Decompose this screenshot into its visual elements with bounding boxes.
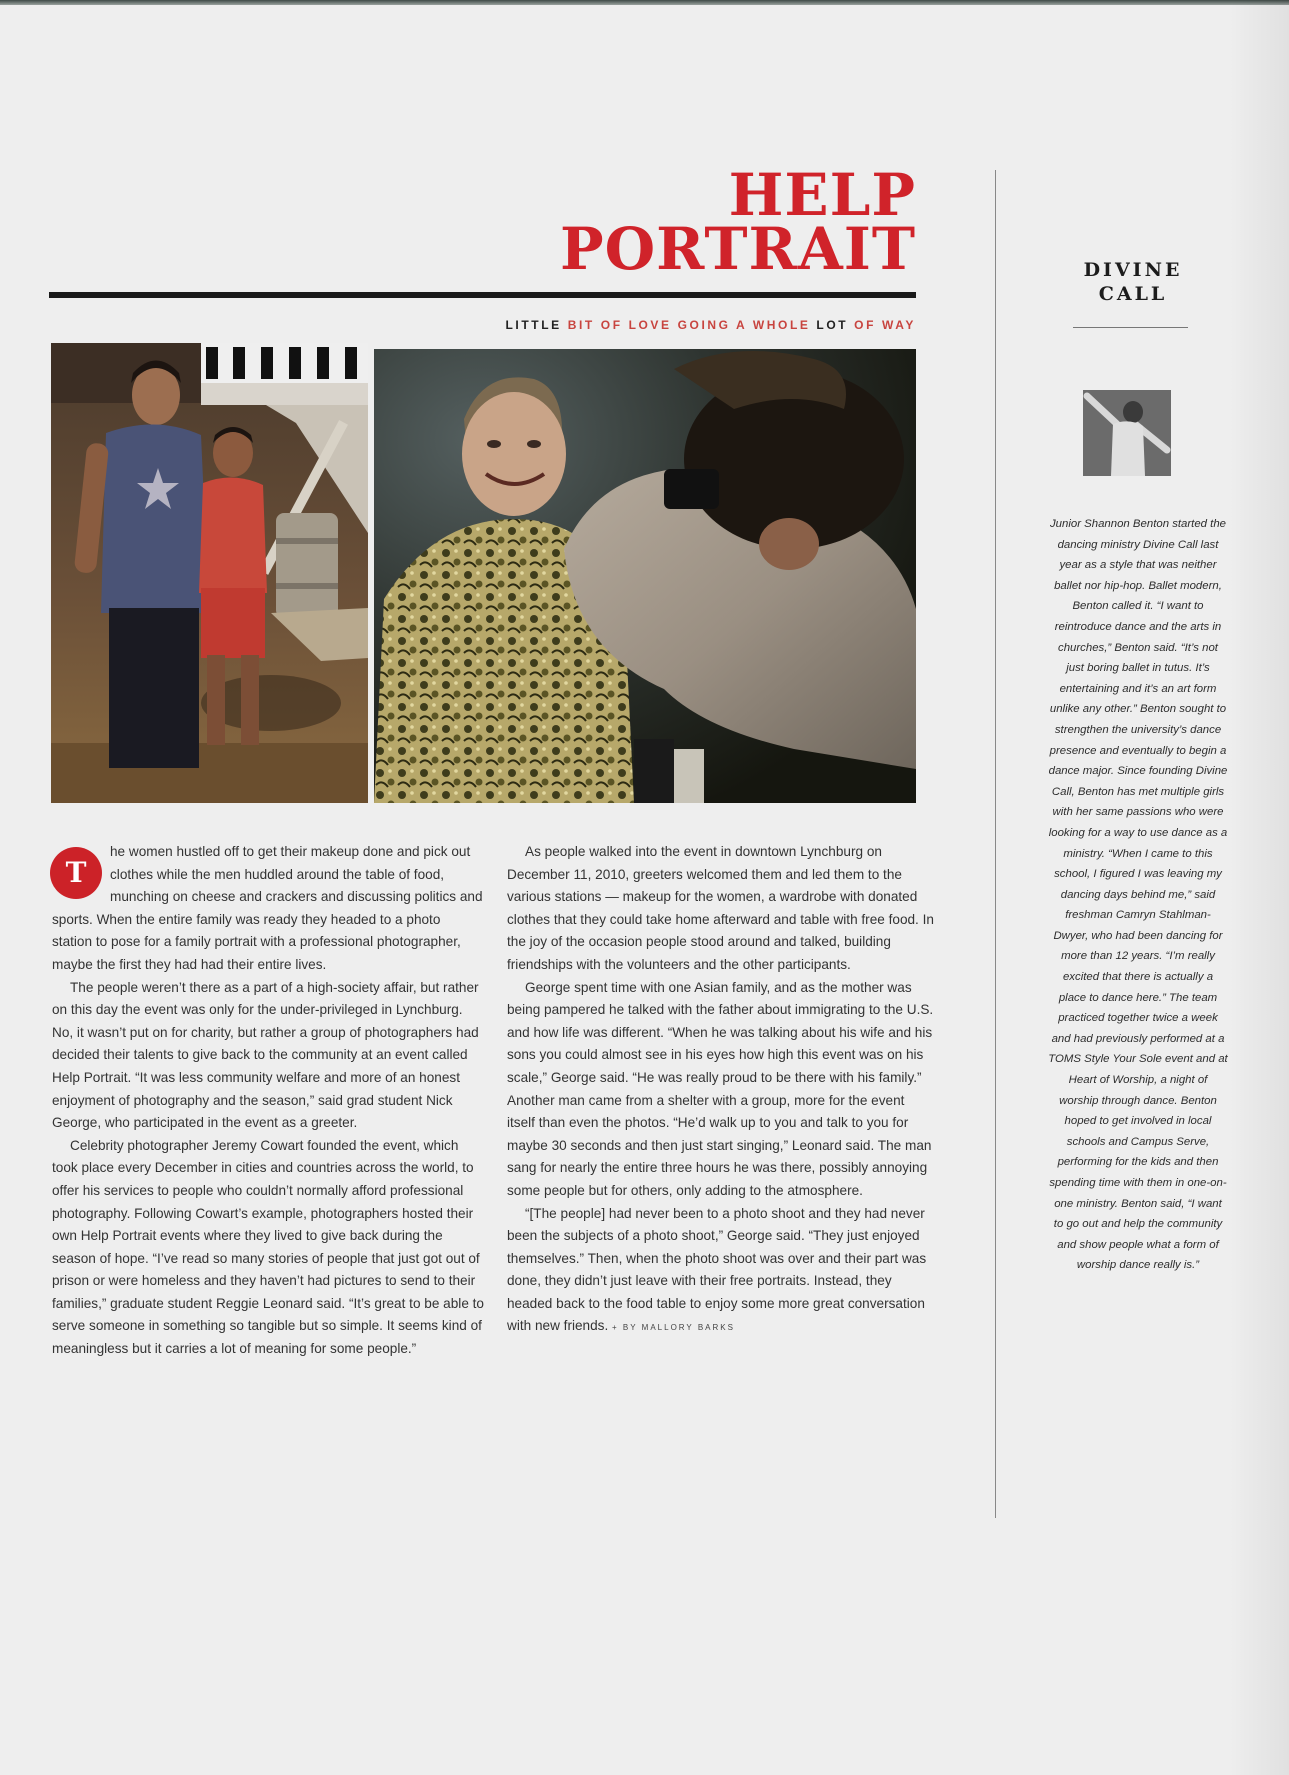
- byline: + BY MALLORY BARKS: [612, 1323, 735, 1333]
- photo-mother-and-son-illustration: [51, 343, 368, 803]
- subtitle-part: OF WAY: [854, 318, 916, 332]
- title-rule: [49, 292, 916, 298]
- body-paragraph-text: “[The people] had never been to a photo shoot and they had never been the subjects of a photo shoot,” George said. “They just enjoyed themselves.” Then, when the photo shoot was over and their part was done, they didn’t just leave with their free portraits. Instead, they headed back to the food table to enjoy some more great conversation with new friends.: [507, 1205, 927, 1334]
- sidebar-title-rule: [1073, 327, 1188, 328]
- body-paragraph: George spent time with one Asian family, and as the mother was being pampered he talked with the father about immigrating to the U.S. and how life was different. “When he was talking about his wife and his sons you could almost see in his eyes how high this event was on his scale,” George said. “He was really proud to be there with his family.” Another man came from a shelter with a group, more for the event itself than even the photos. “He’d walk up to you and talk to you for maybe 30 seconds and then just start singing,” Leonard said. The man sang for nearly the entire three hours he was there, possibly annoying some people but for others, only adding to the atmosphere.: [507, 979, 934, 1198]
- body-paragraph: As people walked into the event in downtown Lynchburg on December 11, 2010, greeters welcomed them and led them to the various stations — makeup for the women, a wardrobe with donated clothes that they could take home afterward and table with free food. In the joy of the occasion people stood around and talked, building friendships with the volunteers and the other participants.: [507, 844, 934, 972]
- sidebar-title-line-2: CALL: [1098, 283, 1168, 305]
- page-top-edge: [0, 0, 1289, 5]
- sidebar-body-text: Junior Shannon Benton started the dancing ministry Divine Call last year as a style that was neither ballet nor hip-hop. Ballet modern, Benton called it. “I want to reintroduce dance and the arts in churches,” Benton said. “It’s not just boring ballet in tutus. It’s entertaining and it’s an art form unlike any other.” Benton sought to strengthen the university’s dance presence and eventually to begin a dance major. Since founding Divine Call, Benton has met multiple girls with her same passions who were looking for a way to use dance as a ministry. “When I came to this school, I figured I was leaving my dancing days behind me,” said freshman Camryn Stahlman-Dwyer, who had been dancing for more than 12 years. “I’m really excited that there is actually a place to dance here.” The team practiced together twice a week and had previously performed at a TOMS Style Your Sole event and at Heart of Worship, a night of worship through dance. Benton hoped to get involved in local schools and Campus Serve, performing for the kids and then spending time with them in one-on-one ministry. Benton said, “I want to go out and help the community and show people what a form of worship dance really is.”: [1048, 518, 1228, 1272]
- sidebar-title: [1050, 258, 1216, 306]
- subtitle-part: LITTLE: [505, 318, 568, 332]
- title-line-2: PORTRAIT: [560, 215, 916, 283]
- sidebar-dancer-photo: [1083, 390, 1171, 476]
- photo-mother-and-son: [51, 343, 368, 803]
- dancer-illustration: [1083, 390, 1171, 476]
- body-paragraph: Celebrity photographer Jeremy Cowart founded the event, which took place every December in cities and countries across the world, to offer his services to people who couldn’t normally afford professional photography. Following Cowart’s example, photographers hosted their own Help Portrait events where they lived to give back during the season of hope. “I’ve read so many stories of people that just got out of prison or were homeless and they haven’t had pictures to send to their families,” graduate student Reggie Leonard said. “It’s great to be able to serve someone in something so tangible but so simple. It seems kind of meaningless but it carries a lot of meaning for some people.”: [52, 1137, 484, 1357]
- article-subtitle: [506, 318, 917, 332]
- article-title: [356, 161, 916, 283]
- subtitle-part: BIT OF LOVE GOING A WHOLE: [567, 318, 817, 332]
- sidebar-divider: [995, 170, 996, 1518]
- photo-woman-and-photographer: [374, 349, 916, 803]
- body-paragraph: The people weren’t there as a part of a high-society affair, but rather on this day the event was only for the under-privileged in Lynchburg. No, it wasn’t put on for charity, but rather a group of photographers had decided their talents to give back to the community at an event called Help Portrait. “It was less community welfare and more of an honest enjoyment of photography and the season,” said grad student Nick George, who participated in the event as a greeter.: [52, 979, 479, 1131]
- article-body-column-left: [52, 841, 484, 1361]
- sidebar-title-line-1: DIVINE: [1083, 259, 1183, 281]
- body-paragraph: [507, 1203, 935, 1341]
- body-paragraph: he women hustled off to get their makeup done and pick out clothes while the men huddled around the table of food, munching on cheese and crackers and discussing politics and sports. When the entire family was ready they headed to a photo station to pose for a family portrait with a professional photographer, maybe the first they had had their entire lives.: [52, 844, 483, 972]
- article-body-column-right: [507, 841, 935, 1340]
- page-edge-shadow: [1229, 0, 1289, 1775]
- drop-cap: T: [50, 847, 102, 899]
- photo-woman-and-photographer-illustration: [374, 349, 916, 803]
- title-line-1: HELP: [728, 161, 916, 229]
- subtitle-part: LOT: [816, 318, 855, 332]
